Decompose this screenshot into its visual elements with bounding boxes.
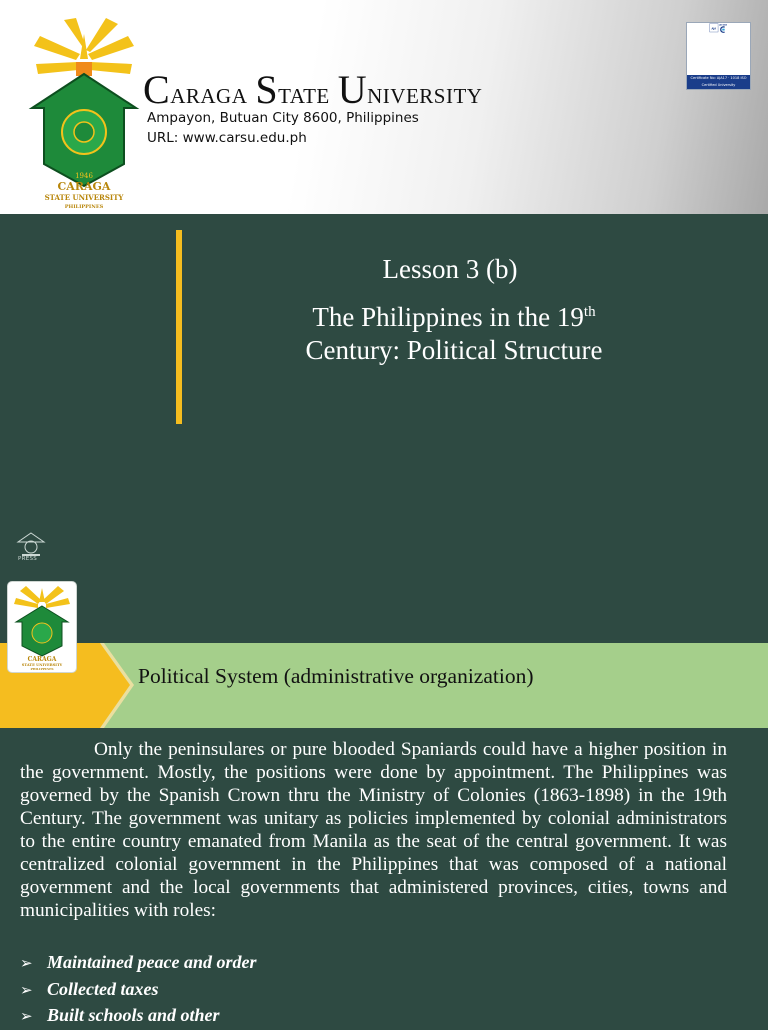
arrow-bullet-icon: ➢ xyxy=(20,1007,33,1025)
list-item-text: Collected taxes xyxy=(47,978,159,999)
seal-label-line3: PHILIPPINES xyxy=(64,204,104,210)
university-contact xyxy=(147,108,419,148)
university-name: Caraga State University xyxy=(143,67,483,112)
seal-year: 1946 xyxy=(75,172,93,180)
small-seal-line2: STATE UNIVERSITY xyxy=(21,663,63,667)
small-university-logo xyxy=(8,582,76,672)
university-url: URL: www.carsu.edu.ph xyxy=(147,130,307,146)
cert-jasanz-text: JAS-ANZ xyxy=(719,24,727,27)
arrow-bullet-icon: ➢ xyxy=(20,954,33,972)
accent-bar xyxy=(176,230,182,424)
small-seal-line3: PHILIPPINES xyxy=(30,667,54,671)
lesson-title-superscript: th xyxy=(583,304,596,320)
seal-label-line1: CARAGA xyxy=(57,180,111,193)
section-heading: Political System (administrative organization) xyxy=(138,664,534,688)
list-item xyxy=(20,949,257,976)
press-label: PRESS xyxy=(18,556,38,562)
list-item xyxy=(20,976,257,1003)
small-seal-line1: CARAGA xyxy=(27,656,57,663)
lesson-title xyxy=(240,296,668,367)
seal-label-line2: STATE UNIVERSITY xyxy=(44,193,124,202)
lesson-title-part1: The Philippines in the 19 xyxy=(312,302,584,332)
body-content xyxy=(20,738,727,922)
certification-logo-icon xyxy=(687,23,750,35)
lesson-number: Lesson 3 (b) xyxy=(382,254,518,284)
list-item-text: Built schools and other xyxy=(47,1005,220,1025)
certification-caption: Certificate No: AJA17 · 1018 ISO Certified University xyxy=(687,75,750,89)
body-paragraph: Only the peninsulares or pure blooded Spaniards could have a higher position in the government. Mostly, the positions were done by appointment. The Philippines was governed by the Spanish Crown thru the Ministry of Colonies (1863-1898) in the 19th Century. The government was unitary as policies implemented by colonial administrators to the entire country emanated from Manila as the seat of the central government. It was centralized colonial government in the Philippines that was composed of a national government and the local governments that administered provinces, cities, towns and municipalities with roles: xyxy=(20,739,727,921)
arrow-bullet-icon: ➢ xyxy=(20,980,33,999)
university-seal-logo xyxy=(24,14,144,214)
list-item-text: Maintained peace and order xyxy=(47,952,257,972)
university-header xyxy=(0,0,768,214)
iso-certification-badge xyxy=(686,22,751,90)
roles-list xyxy=(20,949,257,1029)
university-address: Ampayon, Butuan City 8600, Philippines xyxy=(147,110,419,126)
cert-aja-text: AJA xyxy=(711,27,717,31)
small-seal-icon xyxy=(8,582,76,672)
lesson-title-part2: Century: Political Structure xyxy=(305,335,603,365)
list-item xyxy=(20,1002,257,1029)
